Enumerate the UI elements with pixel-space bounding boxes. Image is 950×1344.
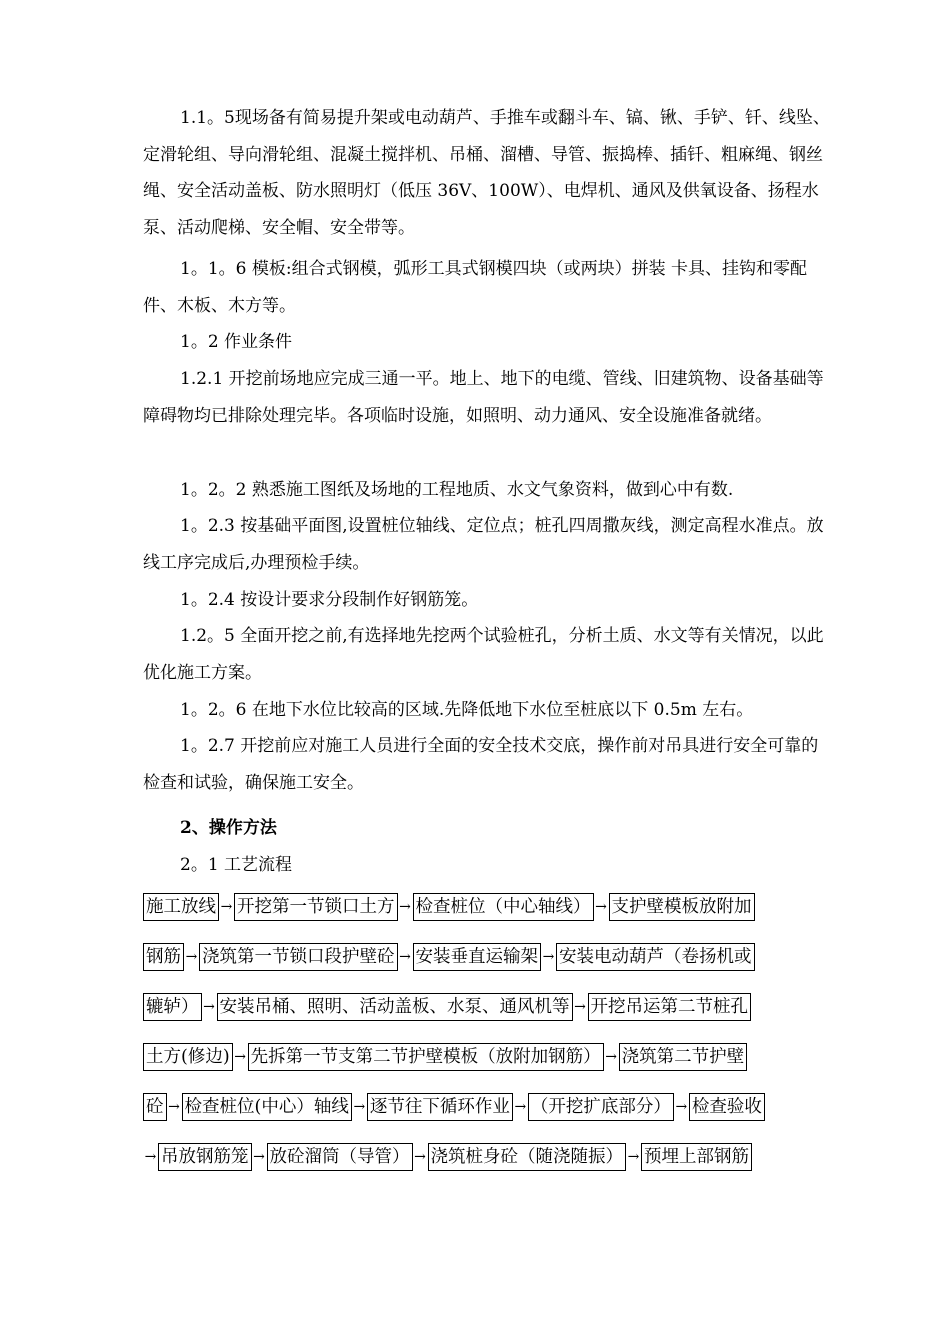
arrow-icon: → — [627, 1149, 640, 1165]
paragraph-1-2-6: 1。2。6 在地下水位比较高的区域.先降低地下水位至桩底以下 0.5m 左右。 — [180, 700, 754, 720]
flow-step: 砼 — [143, 1093, 167, 1121]
arrow-icon: → — [595, 899, 607, 915]
arrow-icon: → — [203, 999, 215, 1015]
arrow-icon: → — [605, 1049, 618, 1065]
flow-step: 浇筑桩身砼（随浇随振） — [428, 1143, 627, 1171]
section-heading: 2、操作方法 — [180, 818, 277, 838]
paragraph-1-1-5: 1.1。5现场备有简易提升架或电动葫芦、手推车或翻斗车、镐、锹、手铲、钎、线坠、定滑轮组、导向滑轮组、混凝土搅拌机、吊桶、溜槽、导管、振捣棒、插钎、粗麻绳、钢丝绳、安全活动盖板、防水照明灯（低压 36V、100W）、电焊机、通风及供氧设备、扬程水泵、活动爬梯、安全帽、安全带等。 — [143, 108, 830, 239]
paragraph-1-2-3: 1。2.3 按基础平面图,设置桩位轴线、定位点；桩孔四周撒灰线，测定高程水准点。放线工序完成后,办理预检手续。 — [143, 516, 824, 573]
flow-step: 检查桩位（中心轴线） — [413, 893, 594, 921]
arrow-icon: → — [675, 1099, 688, 1115]
flow-step: 检查桩位(中心）轴线 — [182, 1093, 352, 1121]
heading-1-2: 1。2 作业条件 — [180, 332, 293, 352]
arrow-icon: → — [253, 1149, 265, 1165]
paragraph-1-2-4: 1。2.4 按设计要求分段制作好钢筋笼。 — [180, 590, 479, 610]
subsection-heading: 2。1 工艺流程 — [180, 855, 293, 875]
flow-step: 先拆第一节支第二节护壁模板（放附加钢筋） — [248, 1043, 604, 1071]
flow-step: 支护壁模板放附加 — [609, 893, 755, 921]
flow-step: 辘轳） — [143, 993, 202, 1021]
flow-row-1 — [143, 893, 755, 921]
arrow-icon: → — [542, 949, 555, 965]
arrow-icon: → — [353, 1099, 366, 1115]
flow-step: 开挖第一节锁口土方 — [234, 893, 398, 921]
flow-row-5 — [143, 1093, 765, 1121]
flow-step: 浇筑第二节护壁 — [619, 1043, 748, 1071]
flow-row-6 — [143, 1143, 752, 1171]
arrow-icon: → — [220, 899, 233, 915]
arrow-icon: → — [574, 999, 586, 1015]
arrow-icon: → — [185, 949, 198, 965]
arrow-icon: → — [144, 1149, 157, 1165]
paragraph-1-1-6: 1。1。6 模板:组合式钢模，弧形工具式钢模四块（或两块）拼装 卡具、挂钩和零配件、木板、木方等。 — [143, 259, 807, 316]
flow-step: 逐节往下循环作业 — [367, 1093, 513, 1121]
flow-row-2 — [143, 943, 755, 971]
paragraph-1-2-5: 1.2。5 全面开挖之前,有选择地先挖两个试验桩孔，分析土质、水文等有关情况，以此优化施工方案。 — [143, 626, 824, 683]
flow-step: 施工放线 — [143, 893, 219, 921]
flow-step: 放砼溜筒（导管） — [267, 1143, 413, 1171]
flow-row-3 — [143, 993, 751, 1021]
arrow-icon: → — [234, 1049, 247, 1065]
paragraph-1-2-7: 1。2.7 开挖前应对施工人员进行全面的安全技术交底，操作前对吊具进行安全可靠的检查和试验，确保施工安全。 — [143, 736, 819, 793]
flow-step: 土方(修边) — [143, 1043, 233, 1071]
flow-step: （开挖扩底部分） — [528, 1093, 674, 1121]
arrow-icon: → — [399, 949, 411, 965]
flow-step: 预埋上部钢筋 — [641, 1143, 752, 1171]
flow-step: 检查验收 — [689, 1093, 765, 1121]
flow-step: 安装电动葫芦（卷扬机或 — [556, 943, 755, 971]
flow-step: 钢筋 — [143, 943, 184, 971]
flow-step: 吊放钢筋笼 — [158, 1143, 252, 1171]
paragraph-1-2-2: 1。2。2 熟悉施工图纸及场地的工程地质、水文气象资料，做到心中有数. — [180, 480, 734, 500]
arrow-icon: → — [514, 1099, 527, 1115]
flow-row-4 — [143, 1043, 747, 1071]
paragraph-1-2-1: 1.2.1 开挖前场地应完成三通一平。地上、地下的电缆、管线、旧建筑物、设备基础等障碍物均已排除处理完毕。各项临时设施，如照明、动力通风、安全设施准备就绪。 — [143, 369, 824, 426]
arrow-icon: → — [168, 1099, 180, 1115]
flow-step: 安装吊桶、照明、活动盖板、水泵、通风机等 — [217, 993, 573, 1021]
flow-step: 浇筑第一节锁口段护壁砼 — [199, 943, 398, 971]
arrow-icon: → — [414, 1149, 426, 1165]
flow-step: 安装垂直运输架 — [413, 943, 542, 971]
flow-step: 开挖吊运第二节桩孔 — [588, 993, 752, 1021]
arrow-icon: → — [399, 899, 411, 915]
